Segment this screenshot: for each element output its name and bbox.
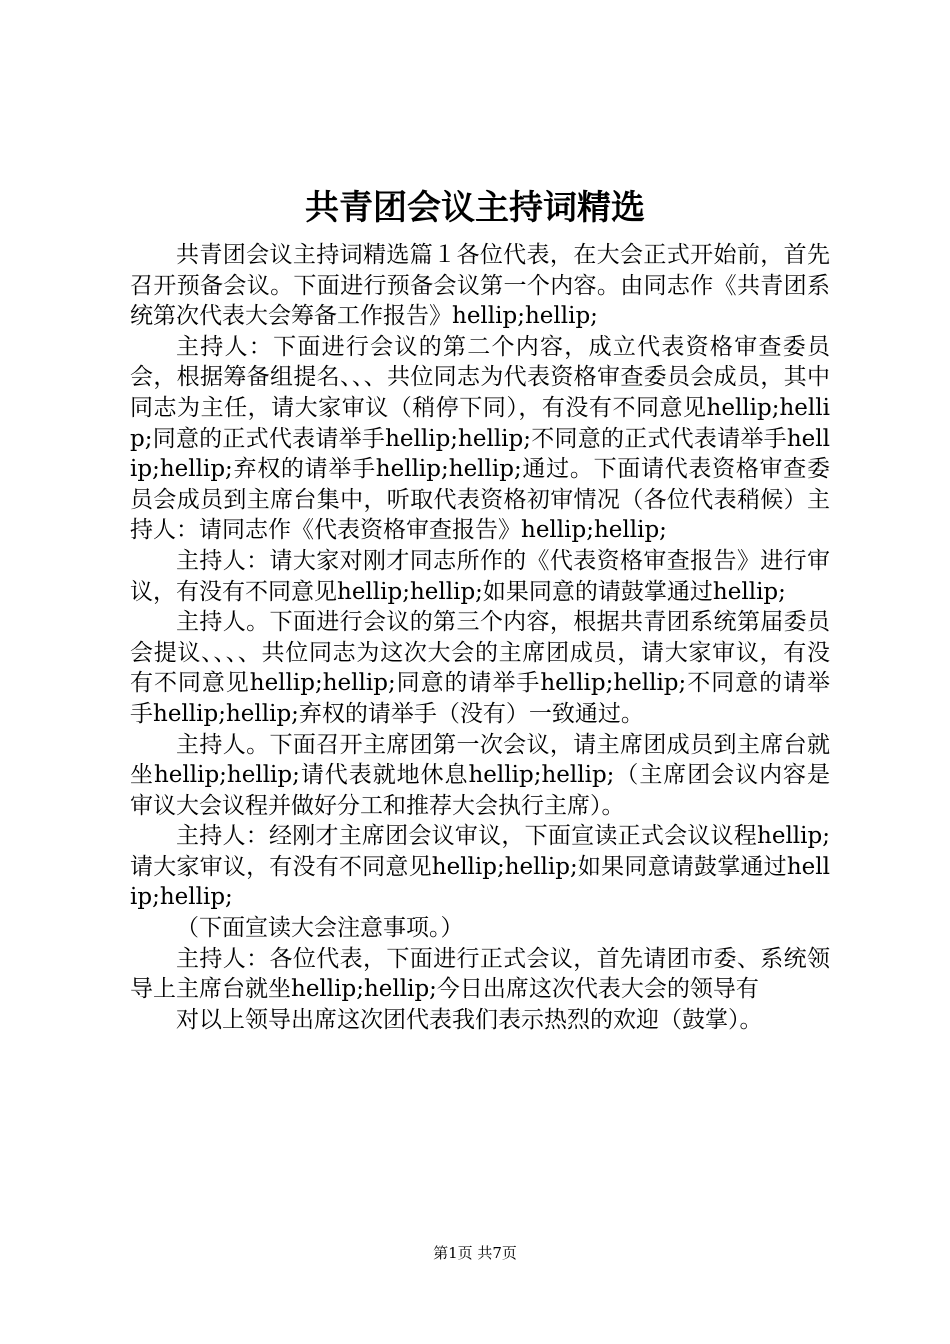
paragraph: 主持人：经刚才主席团会议审议，下面宣读正式会议议程hellip;请大家审议，有没有不同意见hellip;hellip;如果同意请鼓掌通过hellip;hellip; xyxy=(130,823,830,911)
paragraph: 主持人：请大家对刚才同志所作的《代表资格审查报告》进行审议，有没有不同意见hellip;hellip;如果同意的请鼓掌通过hellip; xyxy=(130,547,830,605)
page-number-footer: 第1页 共7页 xyxy=(433,1244,517,1262)
paragraph: 主持人：各位代表，下面进行正式会议，首先请团市委、系统领导上主席台就坐hellip;hellip;今日出席这次代表大会的领导有 xyxy=(130,945,830,1003)
document-title: 共青团会议主持词精选 xyxy=(305,188,645,228)
document-body xyxy=(130,240,830,1035)
paragraph: 对以上领导出席这次团代表我们表示热烈的欢迎（鼓掌）。 xyxy=(176,1006,763,1033)
paragraph: 主持人。下面召开主席团第一次会议，请主席团成员到主席台就坐hellip;hellip;请代表就地休息hellip;hellip;（主席团会议内容是审议大会议程并做好分工和推荐大会执行主席）。 xyxy=(130,731,830,819)
paragraph: 共青团会议主持词精选篇１各位代表，在大会正式开始前，首先召开预备会议。下面进行预备会议第一个内容。由同志作《共青团系统第次代表大会筹备工作报告》hellip;hellip; xyxy=(130,242,830,330)
paragraph: 主持人：下面进行会议的第二个内容，成立代表资格审查委员会，根据筹备组提名、、、共位同志为代表资格审查委员会成员，其中同志为主任，请大家审议（稍停下同），有没有不同意见hellip;hellip;同意的正式代表请举手hellip;hellip;不同意的正式代表请举手hellip;hellip;弃权的请举手hellip;hellip;通过。下面请代表资格审查委员会成员到主席台集中，听取代表资格初审情况（各位代表稍候）主持人：请同志作《代表资格审查报告》hellip;hellip; xyxy=(130,333,830,544)
paragraph: 主持人。下面进行会议的第三个内容，根据共青团系统第届委员会提议、、、、共位同志为这次大会的主席团成员，请大家审议，有没有不同意见hellip;hellip;同意的请举手hellip;hellip;不同意的请举手hellip;hellip;弃权的请举手（没有）一致通过。 xyxy=(130,609,830,727)
paragraph: （下面宣读大会注意事项。） xyxy=(176,915,464,942)
